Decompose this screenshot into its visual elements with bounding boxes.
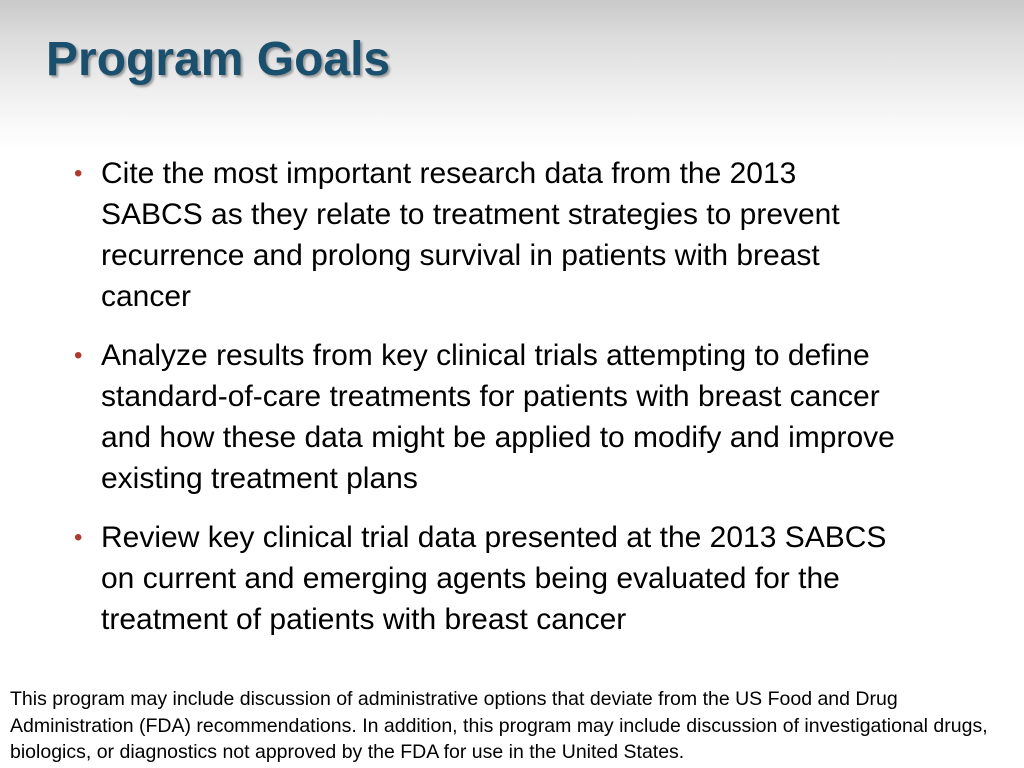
disclaimer-text: This program may include discussion of administrative options that deviate from the US Food and Drug Administration (FDA) recommendations. In addition, this program may include discussion of investigational drugs, biologics, or diagnostics not approved by the FDA for use in the United States. (10, 688, 988, 763)
bullet-text: Cite the most important research data from the 2013 SABCS as they relate to treatment strategies to prevent recurrence and prolong survival in patients with breast cancer (101, 157, 840, 313)
bullet-list (74, 153, 904, 658)
bullet-marker: • (74, 524, 83, 551)
bullet-item (74, 153, 904, 317)
bullet-text: Analyze results from key clinical trials attempting to define standard-of-care treatments for patients with breast cancer and how these data might be applied to modify and improve existing treatment plans (101, 339, 895, 495)
slide-title: Program Goals (46, 33, 391, 86)
bullet-item (74, 517, 904, 640)
bullet-marker: • (74, 160, 83, 187)
bullet-marker: • (74, 342, 83, 369)
bullet-item (74, 335, 904, 499)
bullet-text: Review key clinical trial data presented at the 2013 SABCS on current and emerging agents being evaluated for the treatment of patients with breast cancer (101, 521, 887, 636)
